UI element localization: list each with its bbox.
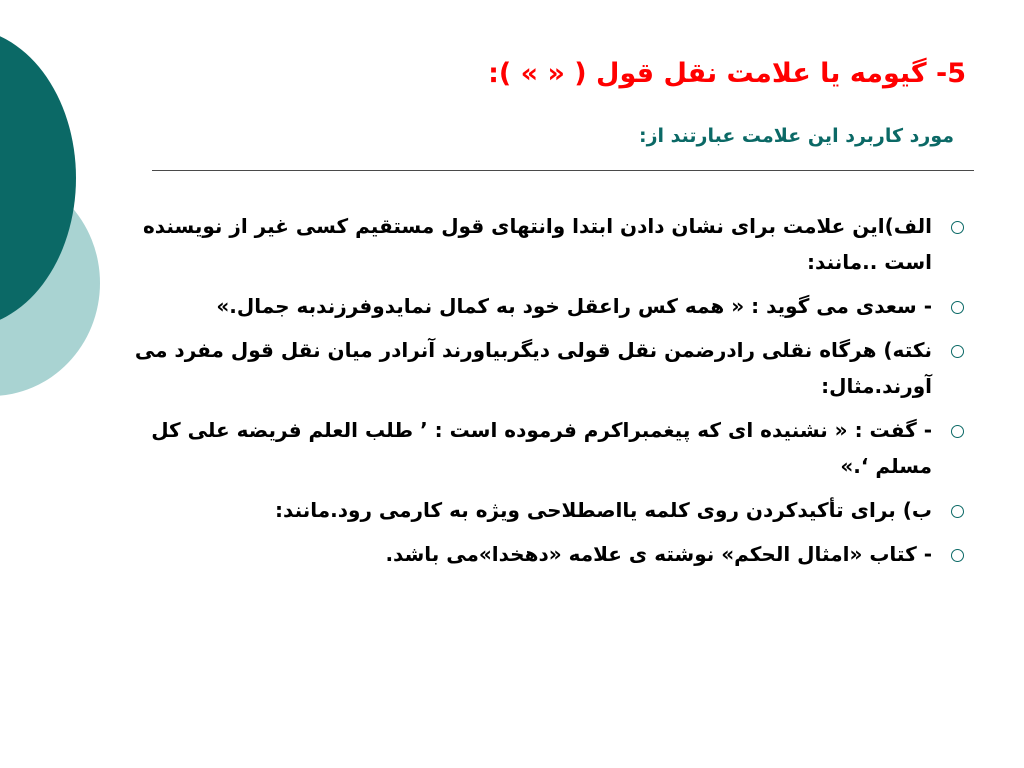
bullet-circle-icon <box>951 549 964 562</box>
bullet-text: - کتاب «امثال الحکم» نوشته ی علامه «دهخدا»می باشد. <box>385 542 932 566</box>
list-item <box>120 412 966 484</box>
bullet-text: - سعدی می گوید : « همه کس راعقل خود به کمال نمایدوفرزندبه جمال.» <box>216 294 932 318</box>
list-item <box>120 332 966 404</box>
bullet-text: نکته) هرگاه نقلی رادرضمن نقل قولی دیگربیاورند آنرادر میان نقل قول مفرد می آورند.مثال: <box>134 338 932 398</box>
title-divider <box>152 170 974 171</box>
bullet-text: - گفت : « نشنیده ای که پیغمبراکرم فرموده است : ’ طلب العلم فریضه علی کل مسلم ‘.» <box>151 418 932 478</box>
bullet-text: الف)این علامت برای نشان دادن ابتدا وانتهای قول مستقیم کسی غیر از نویسنده است ..مانند: <box>142 214 932 274</box>
bullet-circle-icon <box>951 221 964 234</box>
list-item <box>120 208 966 280</box>
bullet-circle-icon <box>951 425 964 438</box>
bullet-circle-icon <box>951 301 964 314</box>
bullet-list <box>120 208 966 580</box>
slide-title: 5- گیومه یا علامت نقل قول ( « » ): <box>488 58 966 89</box>
list-item <box>120 536 966 572</box>
bullet-circle-icon <box>951 505 964 518</box>
slide-subtitle: مورد کاربرد این علامت عبارتند از: <box>638 125 954 147</box>
bullet-text: ب) برای تأکیدکردن روی کلمه یااصطلاحی ویژه به کارمی رود.مانند: <box>275 498 932 522</box>
list-item <box>120 288 966 324</box>
bullet-circle-icon <box>951 345 964 358</box>
list-item <box>120 492 966 528</box>
